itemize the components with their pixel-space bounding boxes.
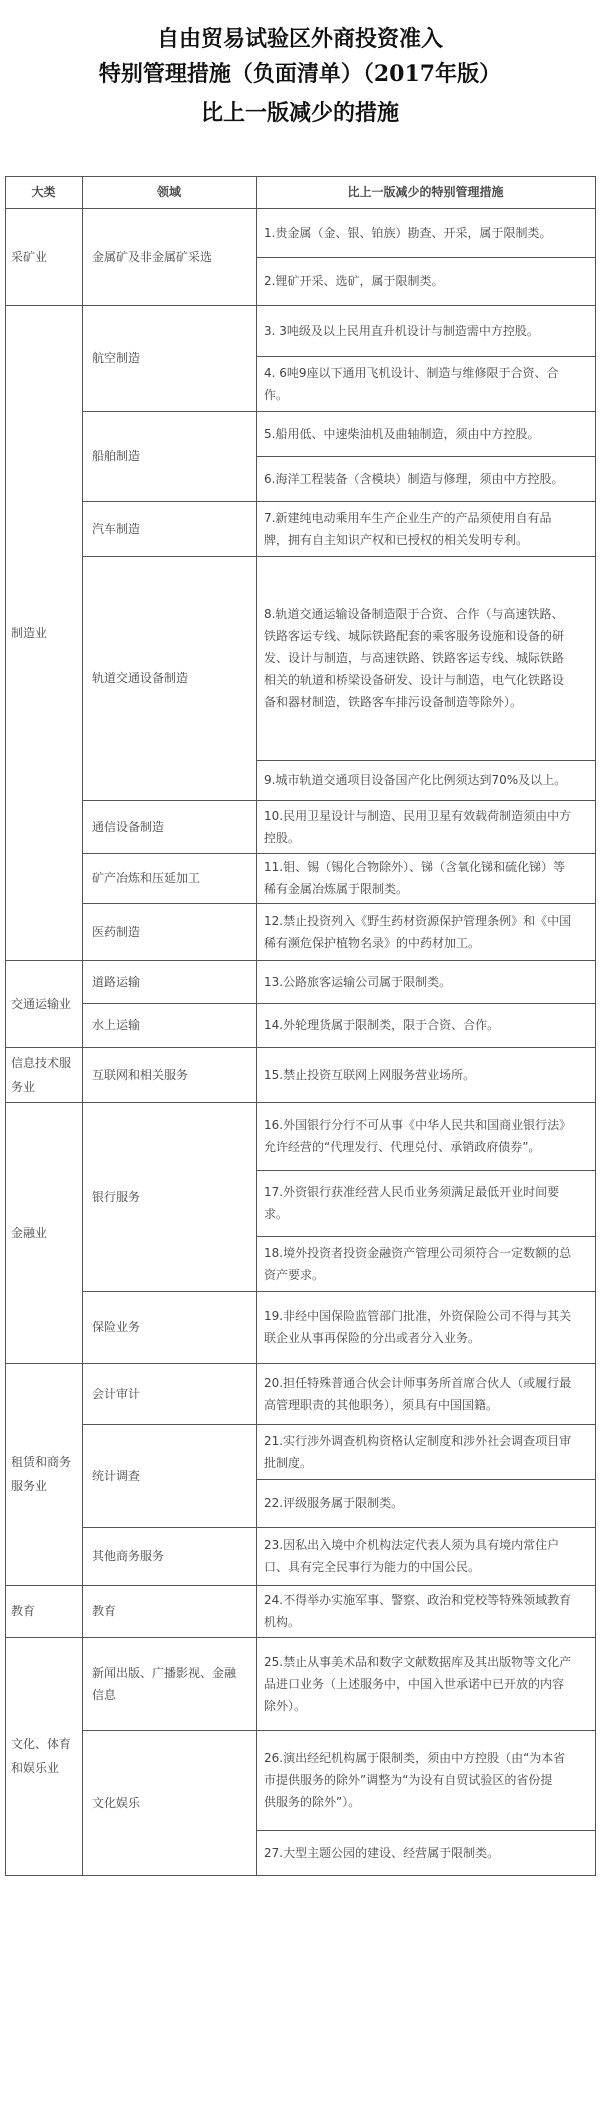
measure-text-line: 12.禁止投资列入《野生药材资源保护管理条例》和《中国 bbox=[264, 914, 572, 928]
measure-text-line: 4. 6吨9座以下通用飞机设计、制造与维修限于合资、合 bbox=[264, 366, 559, 380]
measure-text-line: 品进口业务（上述服务中，中国入世承诺中已开放的内容 bbox=[264, 1677, 565, 1691]
table-border-line bbox=[256, 1527, 595, 1528]
table-border-line bbox=[256, 1585, 595, 1586]
table-border-line bbox=[82, 1291, 256, 1292]
table-border-line bbox=[256, 356, 595, 357]
field-label: 通信设备制造 bbox=[92, 820, 165, 834]
measure-text-line: 牌，拥有自主知识产权和已授权的相关发明专利。 bbox=[264, 533, 529, 547]
measure-text-line: 25.禁止从事美术品和数字文献数据库及其出版物等文化产 bbox=[264, 1655, 572, 1669]
table-border-line bbox=[256, 1236, 595, 1237]
table-border-line bbox=[82, 1102, 256, 1103]
category-label: 制造业 bbox=[11, 626, 48, 640]
measure-text-line: 7.新建纯电动乘用车生产企业生产的产品须使用自有品 bbox=[264, 511, 552, 525]
table-border-line bbox=[256, 1830, 595, 1831]
table-border-line bbox=[82, 1730, 256, 1731]
category-label: 交通运输业 bbox=[11, 997, 72, 1011]
title-line-1: 自由贸易试验区外商投资准入 bbox=[156, 26, 443, 52]
measure-text-line: 20.担任特殊普通合伙会计师事务所首席合伙人（或履行最 bbox=[264, 1376, 572, 1390]
field-label: 水上运输 bbox=[92, 1018, 141, 1032]
field-label: 金属矿及非金属矿采选 bbox=[92, 250, 213, 264]
measure-text-line: 求。 bbox=[264, 1207, 289, 1221]
table-border-line bbox=[256, 1363, 595, 1364]
table-border-line bbox=[5, 208, 595, 209]
table-border-line bbox=[82, 1637, 256, 1638]
field-label: 道路运输 bbox=[92, 975, 141, 989]
measure-text-line: 19.非经中国保险监管部门批准，外资保险公司不得与其关 bbox=[264, 1309, 572, 1323]
measure-text-line: 15.禁止投资互联网上网服务营业场所。 bbox=[264, 1068, 476, 1082]
measure-text-line: 批制度。 bbox=[264, 1456, 313, 1470]
table-border-line bbox=[256, 305, 595, 306]
category-label: 文化、体育和娱乐业 bbox=[11, 1737, 72, 1775]
category-label: 采矿业 bbox=[11, 250, 48, 264]
table-border-line bbox=[82, 853, 256, 854]
header-field: 领域 bbox=[156, 185, 181, 199]
measure-text-line: 控股。 bbox=[264, 831, 301, 845]
table-border-line bbox=[5, 176, 595, 177]
table-border-line bbox=[256, 1291, 595, 1292]
table-border-line bbox=[5, 1585, 82, 1586]
table-border-line bbox=[82, 1424, 256, 1425]
measure-text-line: 27.大型主题公园的建设、经营属于限制类。 bbox=[264, 1846, 500, 1860]
table-border-line bbox=[256, 1102, 595, 1103]
header-category: 大类 bbox=[31, 185, 56, 199]
measure-text-line: 10.民用卫星设计与制造、民用卫星有效载荷制造须由中方 bbox=[264, 809, 572, 823]
field-label: 教育 bbox=[92, 1604, 117, 1618]
measure-text-line: 高管理职责的其他职务），须具有中国国籍。 bbox=[264, 1398, 499, 1412]
measure-text-line: 稀有濒危保护植物名录》的中药材加工。 bbox=[264, 936, 481, 950]
table-border-line bbox=[5, 176, 6, 1875]
measure-text-line: 16.外国银行分行不可从事《中华人民共和国商业银行法》 bbox=[264, 1118, 572, 1132]
field-label: 航空制造 bbox=[92, 351, 141, 365]
measure-text-line: 5.船用低、中速柴油机及曲轴制造，须由中方控股。 bbox=[264, 427, 540, 441]
table-border-line bbox=[256, 257, 595, 258]
measure-text-line: 允许经营的“代理发行、代理兑付、承销政府债券”。 bbox=[264, 1140, 541, 1154]
table-border-line bbox=[256, 1047, 595, 1048]
header-measure: 比上一版减少的特别管理措施 bbox=[347, 185, 504, 199]
table-border-line bbox=[256, 1637, 595, 1638]
table-border-line bbox=[82, 1047, 256, 1048]
table-border-line bbox=[256, 1170, 595, 1171]
measure-text-line: 稀有金属冶炼属于限制类。 bbox=[264, 882, 409, 896]
measure-text-line: 22.评级服务属于限制类。 bbox=[264, 1496, 404, 1510]
table-border-line bbox=[5, 1875, 82, 1876]
table-border-line bbox=[256, 800, 595, 801]
measure-text-line: 机构。 bbox=[264, 1615, 301, 1629]
measure-text-line: 铁路客运专线、城际铁路配套的乘客服务设施和设备的研 bbox=[264, 629, 565, 643]
measure-text-line: 备和器材制造，铁路客车排污设备制造等除外）。 bbox=[264, 695, 523, 709]
measure-text-line: 发、设计与制造，与高速铁路、铁路客运专线、城际铁路 bbox=[264, 651, 565, 665]
table-border-line bbox=[256, 1003, 595, 1004]
table-border-line bbox=[256, 1479, 595, 1480]
table-border-line bbox=[256, 411, 595, 412]
category-label: 信息技术服务业 bbox=[11, 1056, 72, 1094]
measure-text-line: 除外）。 bbox=[264, 1699, 307, 1713]
measure-text-line: 23.因私出入境中介机构法定代表人须为具有境内常住户 bbox=[264, 1538, 560, 1552]
measure-text-line: 13.公路旅客运输公司属于限制类。 bbox=[264, 975, 452, 989]
table-border-line bbox=[5, 1047, 82, 1048]
table-border-line bbox=[5, 1637, 82, 1638]
category-label: 教育 bbox=[11, 1604, 36, 1618]
table-border-line bbox=[82, 1363, 256, 1364]
category-label: 金融业 bbox=[11, 1226, 48, 1240]
table-border-line bbox=[256, 853, 595, 854]
table-border-line bbox=[256, 760, 595, 761]
table-border-line bbox=[82, 1527, 256, 1528]
field-label: 会计审计 bbox=[92, 1387, 141, 1401]
table-border-line bbox=[595, 176, 596, 1876]
field-label: 医药制造 bbox=[92, 925, 141, 939]
field-label: 矿产冶炼和压延加工 bbox=[92, 871, 201, 885]
table-border-line bbox=[256, 1875, 595, 1876]
measure-text-line: 供服务的除外”）。 bbox=[264, 1795, 361, 1809]
table-border-line bbox=[256, 556, 595, 557]
field-label: 互联网和相关服务 bbox=[92, 1068, 189, 1082]
measure-text-line: 口、具有完全民事行为能力的中国公民。 bbox=[264, 1560, 481, 1574]
table-border-line bbox=[82, 556, 256, 557]
table-border-line bbox=[256, 1730, 595, 1731]
field-label: 保险业务 bbox=[92, 1320, 141, 1334]
table-border-line bbox=[256, 456, 595, 457]
table-border-line bbox=[256, 960, 595, 961]
table-border-line bbox=[5, 960, 82, 961]
field-label: 汽车制造 bbox=[92, 522, 141, 536]
table-border-line bbox=[82, 411, 256, 412]
title-line-2: 特别管理措施（负面清单）（2017年版） bbox=[98, 61, 502, 87]
field-label: 船舶制造 bbox=[92, 449, 141, 463]
measure-text-line: 8.轨道交通运输设备制造限于合资、合作（与高速铁路、 bbox=[264, 607, 564, 621]
table-border-line bbox=[82, 1003, 256, 1004]
measure-text-line: 17.外资银行获准经营人民币业务须满足最低开业时间要 bbox=[264, 1185, 560, 1199]
table-border-line bbox=[256, 903, 595, 904]
measure-text-line: 21.实行涉外调查机构资格认定制度和涉外社会调查项目审 bbox=[264, 1434, 572, 1448]
measure-text-line: 3. 3吨级及以上民用直升机设计与制造需中方控股。 bbox=[264, 324, 539, 338]
table-border-line bbox=[256, 501, 595, 502]
measure-text-line: 26.演出经纪机构属于限制类，须由中方控股（由“为本省 bbox=[264, 1751, 566, 1765]
measure-text-line: 市提供服务的除外”调整为“为设有自贸试验区的省份提 bbox=[264, 1773, 553, 1787]
category-label: 租赁和商务服务业 bbox=[11, 1455, 72, 1493]
field-label: 轨道交通设备制造 bbox=[92, 671, 189, 685]
table-border-line bbox=[5, 305, 82, 306]
table-border-line bbox=[5, 1102, 82, 1103]
table-border-line bbox=[82, 501, 256, 502]
field-label: 银行服务 bbox=[92, 1190, 141, 1204]
table-border-line bbox=[82, 1875, 256, 1876]
measure-text-line: 联企业从事再保险的分出或者分入业务。 bbox=[264, 1331, 481, 1345]
measure-text-line: 1.贵金属（金、银、铂族）勘查、开采，属于限制类。 bbox=[264, 226, 552, 240]
field-label: 文化娱乐 bbox=[92, 1796, 141, 1810]
table-border-line bbox=[82, 800, 256, 801]
measure-text-line: 2.锂矿开采、选矿，属于限制类。 bbox=[264, 274, 444, 288]
table-border-line bbox=[82, 903, 256, 904]
table-border-line bbox=[82, 176, 83, 1875]
field-label: 其他商务服务 bbox=[92, 1549, 165, 1563]
field-label: 新闻出版、广播影视、金融信息 bbox=[92, 1666, 237, 1702]
field-label: 统计调查 bbox=[92, 1469, 141, 1483]
measure-text-line: 9.城市轨道交通项目设备国产化比例须达到70%及以上。 bbox=[264, 773, 567, 787]
measure-text-line: 11.钼、锡（锡化合物除外）、锑（含氧化锑和硫化锑）等 bbox=[264, 860, 566, 874]
table-border-line bbox=[82, 305, 256, 306]
measure-text-line: 6.海洋工程装备（含模块）制造与修理，须由中方控股。 bbox=[264, 472, 564, 486]
measure-text-line: 14.外轮理货属于限制类，限于合资、合作。 bbox=[264, 1018, 500, 1032]
title-line-3: 比上一版减少的措施 bbox=[200, 100, 399, 126]
measure-text-line: 资产要求。 bbox=[264, 1268, 325, 1282]
table-border-line bbox=[5, 1363, 82, 1364]
table-border-line bbox=[82, 960, 256, 961]
measure-text-line: 相关的轨道和桥梁设备研发、设计与制造，电气化铁路设 bbox=[264, 673, 565, 687]
table-border-line bbox=[256, 1424, 595, 1425]
measure-text-line: 作。 bbox=[264, 388, 289, 402]
table-border-line bbox=[82, 1585, 256, 1586]
measure-text-line: 18.境外投资者投资金融资产管理公司须符合一定数额的总 bbox=[264, 1246, 572, 1260]
measure-text-line: 24.不得举办实施军事、警察、政治和党校等特殊领域教育 bbox=[264, 1593, 572, 1607]
table-border-line bbox=[256, 176, 257, 1875]
